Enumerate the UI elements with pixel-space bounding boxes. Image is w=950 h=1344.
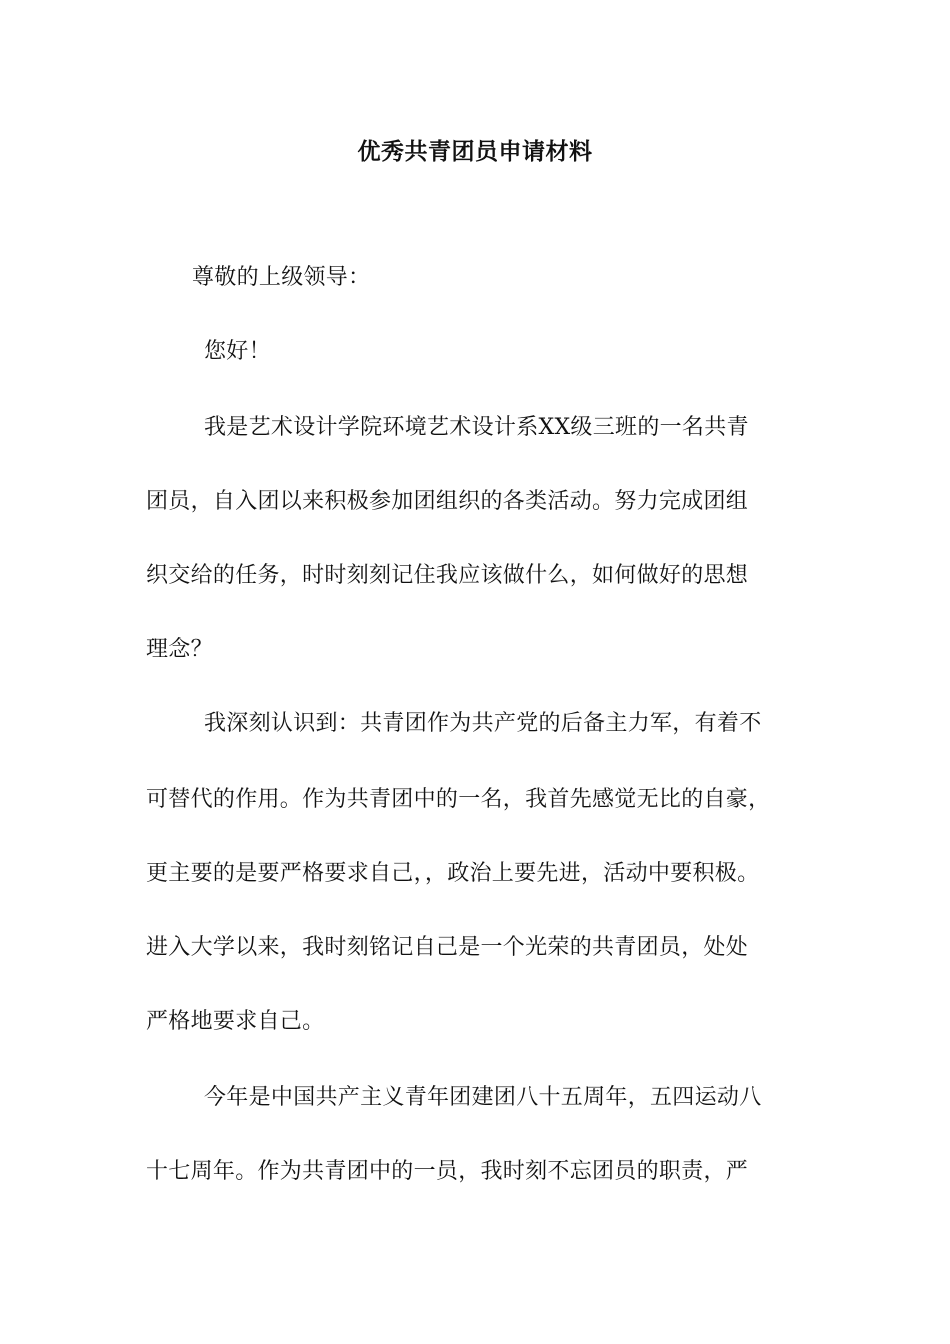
body-line: 可替代的作用。作为共青团中的一名，我首先感觉无比的自豪， [146,787,771,812]
body-line: 进入大学以来，我时刻铭记自己是一个光荣的共青团员，处处 [146,935,749,960]
body-line: 更主要的是要严格要求自己，，政治上要先进，活动中要积极。 [146,861,760,886]
body-line: 十七周年。作为共青团中的一员，我时刻不忘团员的职责，严 [146,1159,749,1184]
body-line: 团员，自入团以来积极参加团组织的各类活动。努力完成团组 [146,489,749,514]
document-title: 优秀共青团员申请材料 [357,139,593,165]
body-line: 严格地要求自己。 [146,1009,325,1034]
body-line: 我是艺术设计学院环境艺术设计系XX级三班的一名共青 [204,415,749,440]
greeting: 您好！ [204,339,271,364]
salutation: 尊敬的上级领导： [192,265,371,290]
body-line: 我深刻认识到：共青团作为共产党的后备主力军，有着不 [204,711,762,736]
body-line: 理念？ [146,637,213,662]
body-line: 织交给的任务，时时刻刻记住我应该做什么，如何做好的思想 [146,563,749,588]
body-line: 今年是中国共产主义青年团建团八十五周年，五四运动八 [204,1085,762,1110]
